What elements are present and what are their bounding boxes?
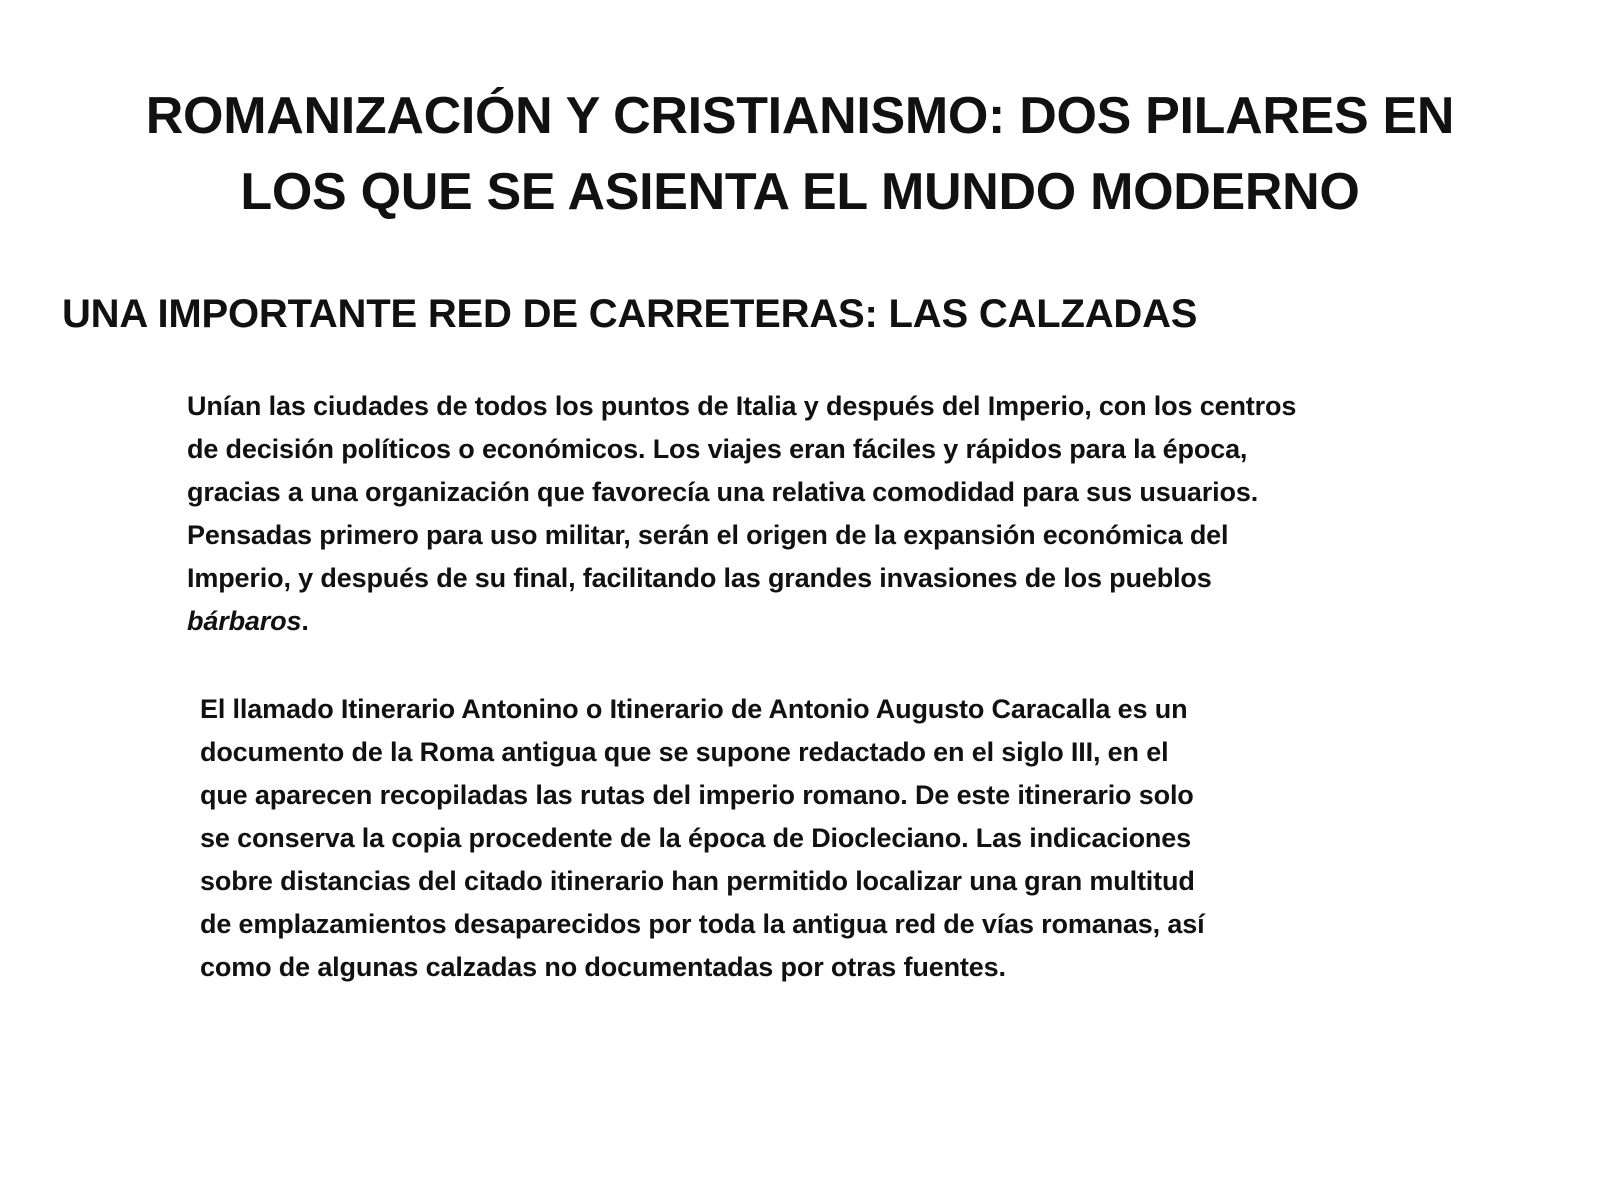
paragraph-line: Pensadas primero para uso militar, serán el origen de la expansión económica del: [187, 520, 1229, 550]
paragraph-line: de emplazamientos desaparecidos por toda la antigua red de vías romanas, así: [200, 909, 1205, 939]
sentence-end: .: [301, 606, 309, 636]
paragraph-line: documento de la Roma antigua que se supone redactado en el siglo III, en el: [200, 737, 1169, 767]
paragraph-line: El llamado Itinerario Antonino o Itinerario de Antonio Augusto Caracalla es un: [200, 694, 1188, 724]
paragraph-itinerario: [200, 688, 1204, 989]
paragraph-line-last: [187, 600, 1296, 643]
italic-word: bárbaros: [187, 606, 302, 636]
paragraph-line: que aparecen recopiladas las rutas del imperio romano. De este itinerario solo: [200, 780, 1194, 810]
section-heading: UNA IMPORTANTE RED DE CARRETERAS: LAS CALZADAS: [62, 292, 1198, 336]
slide-title-line: ROMANIZACIÓN Y CRISTIANISMO: DOS PILARES EN: [145, 87, 1455, 145]
paragraph-line: sobre distancias del citado itinerario han permitido localizar una gran multitud: [200, 866, 1195, 896]
paragraph-line: como de algunas calzadas no documentadas por otras fuentes.: [200, 952, 1006, 982]
paragraph-line: gracias a una organización que favorecía una relativa comodidad para sus usuarios.: [187, 477, 1259, 507]
paragraph-line: Imperio, y después de su final, facilitando las grandes invasiones de los pueblos: [187, 563, 1212, 593]
paragraph-line: de decisión políticos o económicos. Los viajes eran fáciles y rápidos para la época,: [187, 434, 1248, 464]
paragraph-line: se conserva la copia procedente de la época de Diocleciano. Las indicaciones: [200, 823, 1191, 853]
slide-title-line: LOS QUE SE ASIENTA EL MUNDO MODERNO: [240, 163, 1360, 221]
paragraph-line: Unían las ciudades de todos los puntos de Italia y después del Imperio, con los centros: [187, 391, 1297, 421]
paragraph-calzadas: [187, 385, 1296, 643]
slide-title: [100, 78, 1500, 230]
